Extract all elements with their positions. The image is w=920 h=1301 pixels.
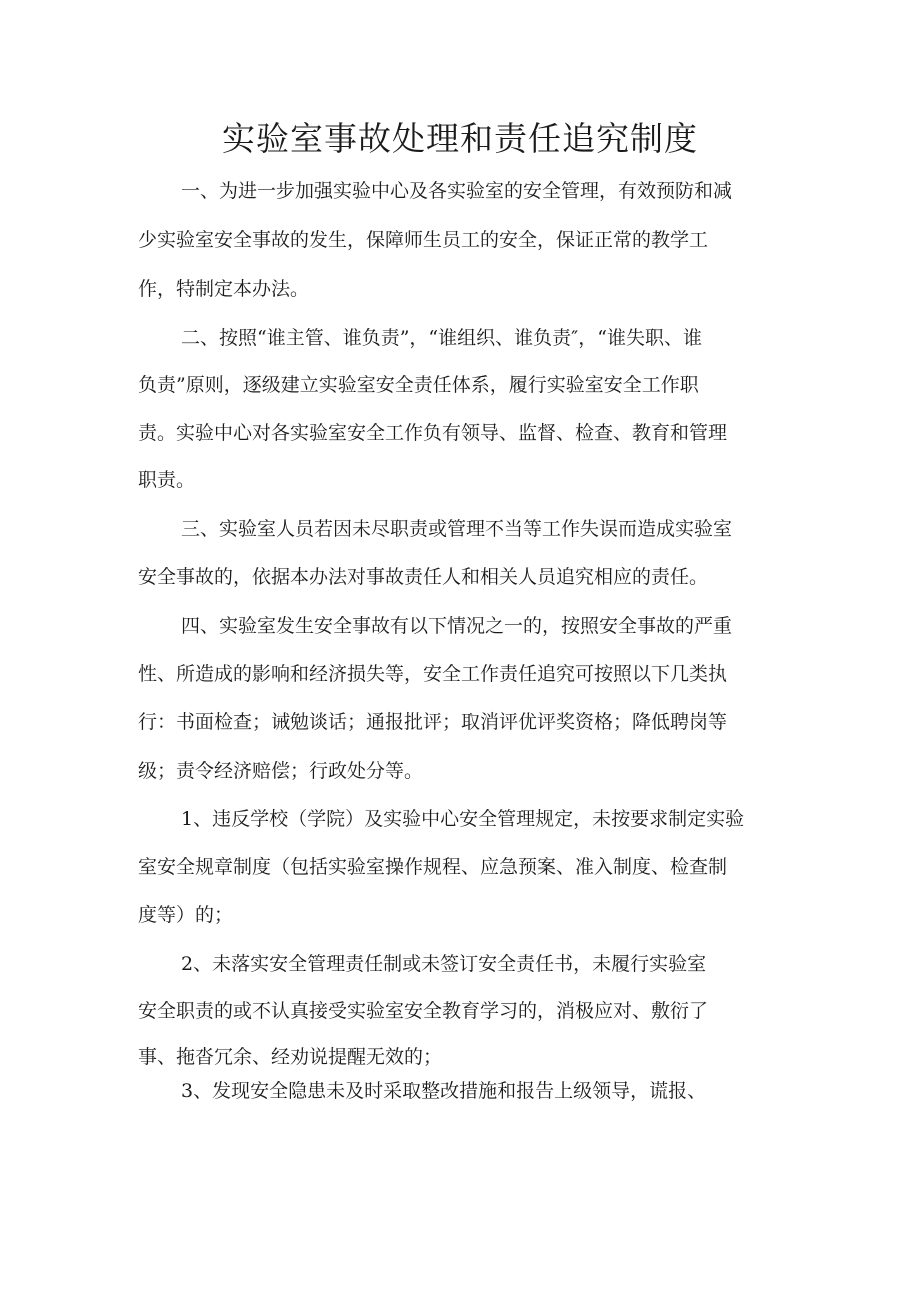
list-item-line: 2、未落实安全管理责任制或未签订安全责任书，未履行实验室	[181, 953, 707, 975]
text-line: 职责。	[138, 469, 196, 491]
text-line: 行：书面检查；诫勉谈话；通报批评；取消评优评奖资格；降低聘岗等	[138, 711, 728, 733]
text-line: 二、按照“谁主管、谁负责”，“谁组织、谁负责″，“谁失职、谁	[181, 327, 702, 349]
document-title: 实验室事故处理和责任追究制度	[222, 119, 698, 158]
text-line: 一、为进一步加强实验中心及各实验室的安全管理，有效预防和减	[181, 180, 733, 202]
list-item-line: 3、发现安全隐患未及时采取整改措施和报告上级领导，谎报、	[181, 1080, 707, 1102]
text-line: 度等）的；	[138, 904, 234, 926]
text-line: 级；责令经济赔偿；行政处分等。	[138, 760, 424, 782]
text-line: 四、实验室发生安全事故有以下情况之一的，按照安全事故的严重	[181, 615, 733, 637]
text-line: 责。实验中心对各实验室安全工作负有领导、监督、检查、教育和管理	[138, 422, 728, 444]
text-line: 负责”原则，逐级建立实验室安全责任体系，履行实验室安全工作职	[138, 374, 699, 396]
text-line: 作，特制定本办法。	[138, 278, 310, 300]
text-line: 少实验室安全事故的发生，保障师生员工的安全，保证正常的教学工	[138, 229, 709, 251]
text-line: 三、实验室人员若因未尽职责或管理不当等工作失误而造成实验室	[181, 518, 733, 540]
text-line: 事、拖沓冗余、经劝说提醒无效的；	[138, 1046, 443, 1068]
text-line: 安全事故的，依据本办法对事故责任人和相关人员追究相应的责任。	[138, 566, 709, 588]
text-line: 安全职责的或不认真接受实验室安全教育学习的，消极应对、敷衍了	[138, 1000, 709, 1022]
text-line: 性、所造成的影响和经济损失等，安全工作责任追究可按照以下几类执	[138, 663, 728, 685]
list-item-line: 1、违反学校（学院）及实验中心安全管理规定，未按要求制定实验	[181, 808, 745, 830]
text-line: 室安全规章制度（包括实验室操作规程、应急预案、准入制度、检查制	[138, 856, 728, 878]
